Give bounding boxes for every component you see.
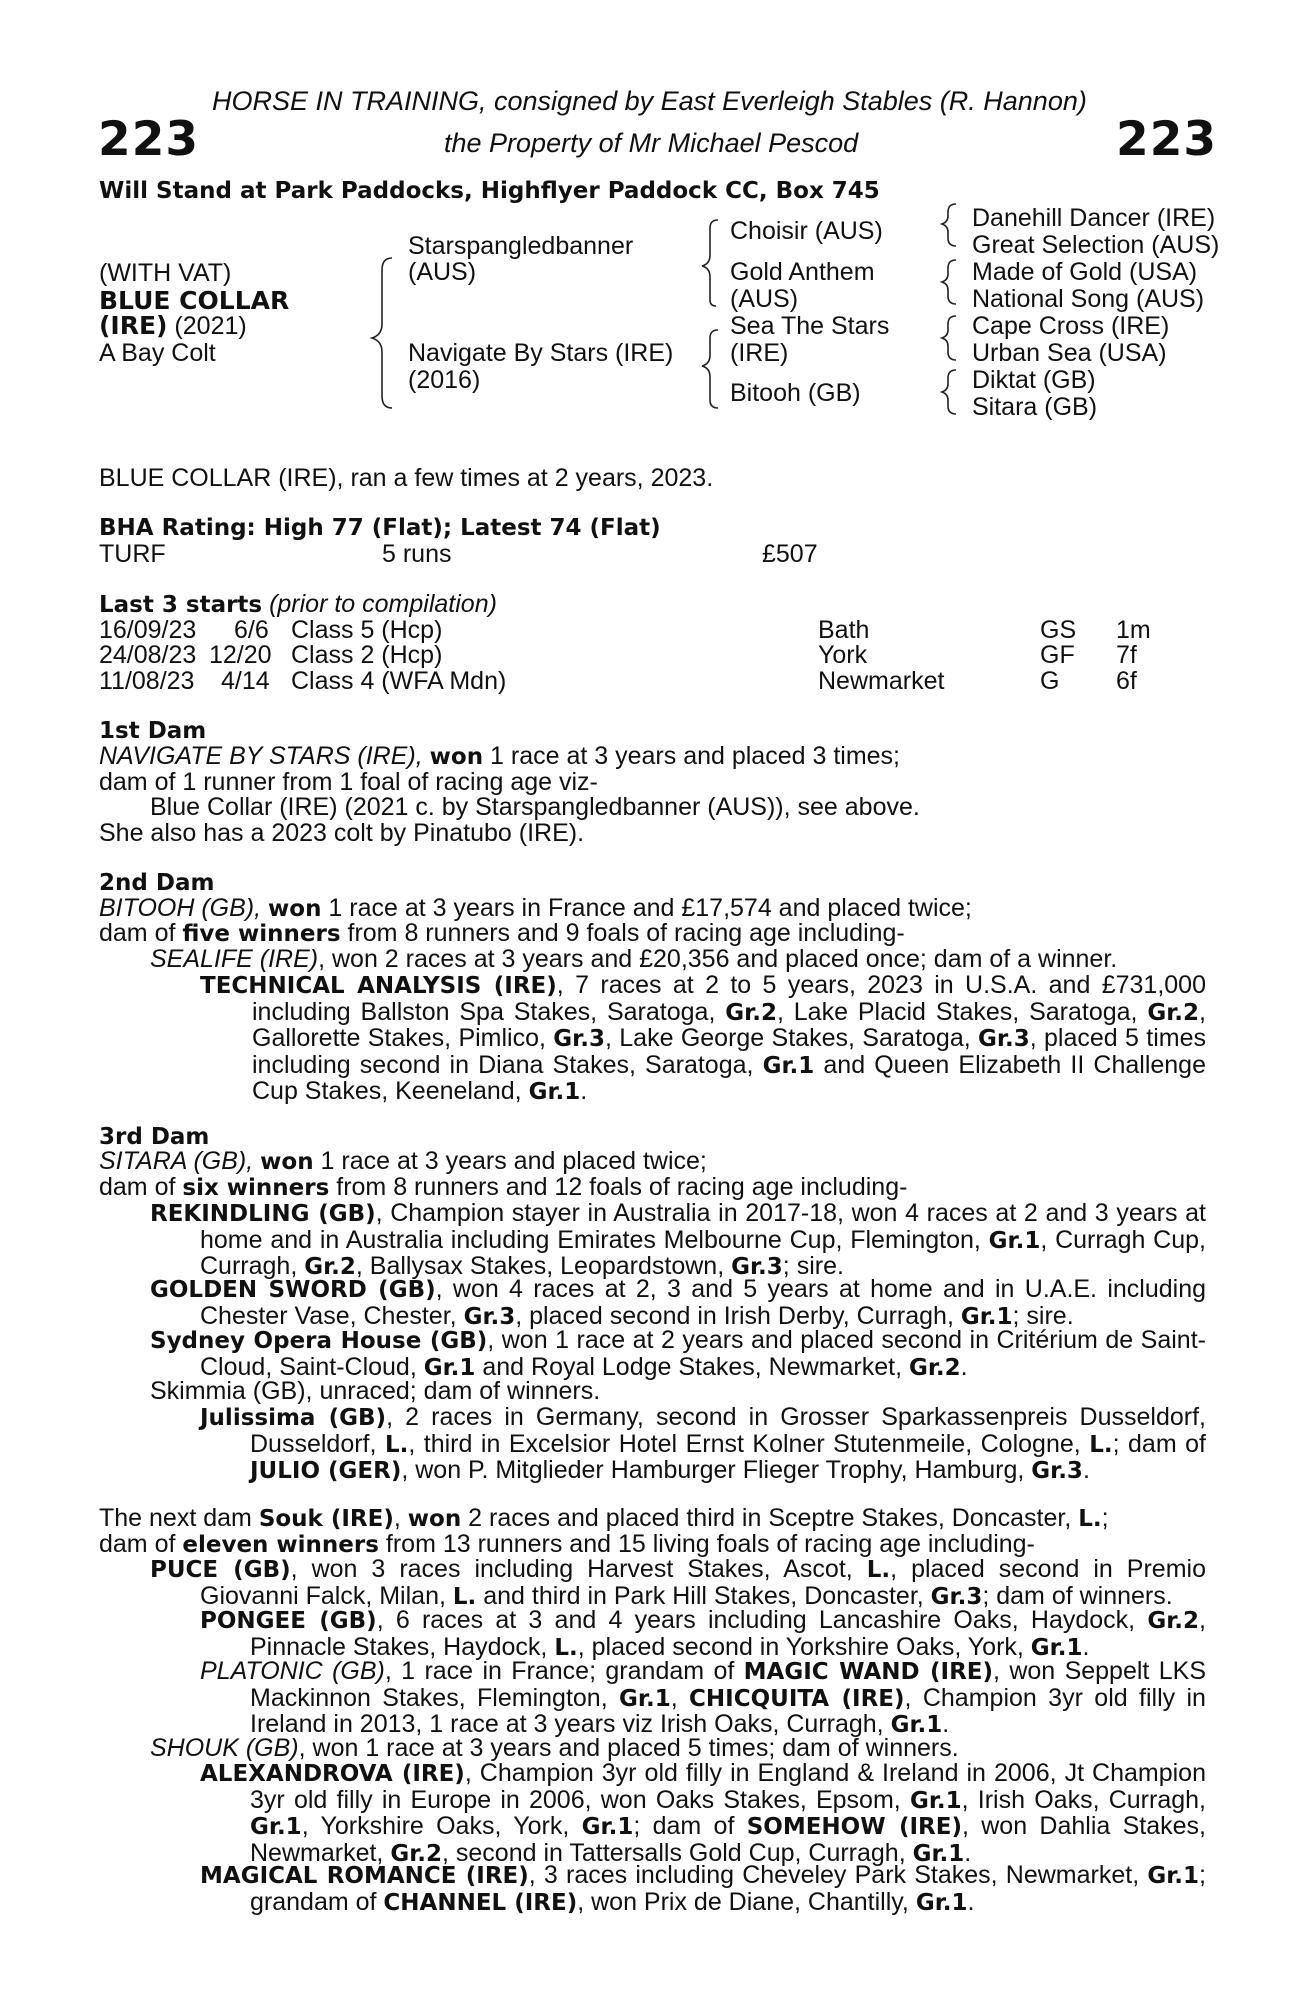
dam-dam: Bitooh (GB) xyxy=(730,379,861,407)
sealife-entry: SEALIFE (IRE), won 2 races at 3 years and £20,356 and placed once; dam of a winner. xyxy=(150,945,1118,973)
start-going: GS xyxy=(1040,616,1077,644)
lot-number-left: 223 xyxy=(98,112,200,167)
sire-name: Starspangledbanner xyxy=(408,232,634,260)
dam-year: (2016) xyxy=(408,366,481,394)
skimmia-entry: Skimmia (GB), unraced; dam of winners. xyxy=(150,1377,601,1405)
stand-location: Will Stand at Park Paddocks, Highflyer Paddock CC, Box 745 xyxy=(99,178,880,204)
owner-line: the Property of Mr Michael Pescod xyxy=(444,128,859,158)
lot-number-right: 223 xyxy=(1116,112,1218,167)
first-dam-line: NAVIGATE BY STARS (IRE), won 1 race at 3 years and placed 3 times; xyxy=(99,742,900,770)
start-going: GF xyxy=(1040,641,1075,669)
sydney-opera-house-entry: Sydney Opera House (GB), won 1 race at 2 years and placed second in Critérium de Saint-Cloud, Saint-Cloud, Gr.1 and Royal Lodge Stakes, Newmarket, Gr.2. xyxy=(150,1326,1206,1381)
rekindling-entry: REKINDLING (GB), Champion stayer in Australia in 2017-18, won 4 races at 2 and 3 years at home and in Australia including Emirates Melbourne Cup, Flemington, Gr.1, Curragh Cup, Curragh, Gr.2, Ballysax Stakes, Leopardstown, Gr.3; sire. xyxy=(150,1199,1206,1280)
start-distance: 1m xyxy=(1116,616,1151,644)
bha-rating: BHA Rating: High 77 (Flat); Latest 74 (Flat) xyxy=(99,515,661,541)
first-dam-foal: Blue Collar (IRE) (2021 c. by Starspangledbanner (AUS)), see above. xyxy=(150,793,920,821)
last-starts-heading: Last 3 starts (prior to compilation) xyxy=(99,590,497,618)
dds: Diktat (GB) xyxy=(972,366,1096,394)
technical-analysis-entry: TECHNICAL ANALYSIS (IRE), 7 races at 2 to 5 years, 2023 in U.S.A. and £731,000 including Ballston Spa Stakes, Saratoga, Gr.2, Lake Placid Stakes, Saratoga, Gr.2, Gallorette Stakes, Pimlico, Gr.3, Lake George Stakes, Saratoga, Gr.3, placed 5 times including second in Diana Stakes, Saratoga, Gr.1 and Queen Elizabeth II Challenge Cup Stakes, Keeneland, Gr.1. xyxy=(200,971,1206,1105)
consignment-line: HORSE IN TRAINING, consigned by East Everleigh Stables (R. Hannon) xyxy=(212,86,1087,116)
alexandrova-entry: ALEXANDROVA (IRE), Champion 3yr old filly in England & Ireland in 2006, Jt Champion 3yr old filly in Europe in 2006, won Oaks Stakes, Epsom, Gr.1, Irish Oaks, Curragh, Gr.1, Yorkshire Oaks, York, Gr.1; dam of SOMEHOW (IRE), won Dahlia Stakes, Newmarket, Gr.2, second in Tattersalls Gold Cup, Curragh, Gr.1. xyxy=(200,1759,1206,1867)
second-dam-produce: dam of five winners from 8 runners and 9 foals of racing age including- xyxy=(99,919,905,947)
start-race: Class 4 (WFA Mdn) xyxy=(291,667,507,695)
sire-dam-name: Gold Anthem xyxy=(730,258,875,286)
start-position: 12/20 xyxy=(209,641,272,669)
ssd: Great Selection (AUS) xyxy=(972,231,1220,259)
next-dam-line: The next dam Souk (IRE), won 2 races and placed third in Sceptre Stakes, Doncaster, L.; xyxy=(99,1504,1109,1532)
second-dam-heading: 2nd Dam xyxy=(99,870,215,896)
start-course: Newmarket xyxy=(818,667,945,695)
puce-entry: PUCE (GB), won 3 races including Harvest Stakes, Ascot, L., placed second in Premio Giovanni Falck, Milan, L. and third in Park Hill Stakes, Doncaster, Gr.3; dam of winners. xyxy=(150,1555,1206,1610)
start-course: York xyxy=(818,641,868,669)
sds: Made of Gold (USA) xyxy=(972,258,1198,286)
magical-romance-entry: MAGICAL ROMANCE (IRE), 3 races including Cheveley Park Stakes, Newmarket, Gr.1; grandam of CHANNEL (IRE), won Prix de Diane, Chantilly, Gr.1. xyxy=(200,1861,1206,1916)
vat-note: (WITH VAT) xyxy=(99,259,232,287)
sire-sire: Choisir (AUS) xyxy=(730,217,883,245)
pongee-entry: PONGEE (GB), 6 races at 3 and 4 years including Lancashire Oaks, Haydock, Gr.2, Pinnacle Stakes, Haydock, L., placed second in Yorkshire Oaks, York, Gr.1. xyxy=(200,1606,1206,1661)
ddd: Sitara (GB) xyxy=(972,393,1098,421)
start-position: 4/14 xyxy=(221,667,270,695)
start-distance: 7f xyxy=(1116,641,1137,669)
julissima-entry: Julissima (GB), 2 races in Germany, second in Grosser Sparkassenpreis Dusseldorf, Dusseldorf, L., third in Excelsior Hotel Ernst Kolner Stutenmeile, Cologne, L.; dam of JULIO (GER), won P. Mitglieder Hamburger Flieger Trophy, Hamburg, Gr.3. xyxy=(200,1403,1206,1484)
start-date: 11/08/23 xyxy=(99,667,195,695)
rating-earnings: £507 xyxy=(762,540,818,568)
horse-description: A Bay Colt xyxy=(99,339,216,367)
sdd: National Song (AUS) xyxy=(972,285,1205,313)
sire-dam-country: (AUS) xyxy=(730,285,799,313)
dsd: Urban Sea (USA) xyxy=(972,339,1167,367)
start-race: Class 2 (Hcp) xyxy=(291,641,443,669)
dss: Cape Cross (IRE) xyxy=(972,312,1170,340)
first-dam-heading: 1st Dam xyxy=(99,718,207,744)
horse-name: BLUE COLLAR xyxy=(99,286,290,315)
start-distance: 6f xyxy=(1116,667,1137,695)
first-dam-produce: dam of 1 runner from 1 foal of racing age viz- xyxy=(99,768,598,796)
dam-sire-country: (IRE) xyxy=(730,339,789,367)
rating-runs: 5 runs xyxy=(382,540,452,568)
dam-name: Navigate By Stars (IRE) xyxy=(408,339,674,367)
rating-surface: TURF xyxy=(99,540,166,568)
platonic-entry: PLATONIC (GB), 1 race in France; grandam of MAGIC WAND (IRE), won Seppelt LKS Mackinnon Stakes, Flemington, Gr.1, CHICQUITA (IRE), Champion 3yr old filly in Ireland in 2013, 1 race at 3 years viz Irish Oaks, Curragh, Gr.1. xyxy=(200,1657,1206,1738)
sss: Danehill Dancer (IRE) xyxy=(972,204,1216,232)
start-date: 16/09/23 xyxy=(99,616,197,644)
horse-country-year: (IRE) (2021) xyxy=(99,311,247,340)
dam-sire-name: Sea The Stars xyxy=(730,312,890,340)
third-dam-line: SITARA (GB), won 1 race at 3 years and placed twice; xyxy=(99,1147,707,1175)
next-dam-produce: dam of eleven winners from 13 runners and 15 living foals of racing age including- xyxy=(99,1530,1035,1558)
golden-sword-entry: GOLDEN SWORD (GB), won 4 races at 2, 3 and 5 years at home and in U.A.E. including Chester Vase, Chester, Gr.3, placed second in Irish Derby, Curragh, Gr.1; sire. xyxy=(150,1275,1207,1330)
start-course: Bath xyxy=(818,616,870,644)
first-dam-note: She also has a 2023 colt by Pinatubo (IRE). xyxy=(99,819,585,847)
start-going: G xyxy=(1040,667,1060,695)
start-race: Class 5 (Hcp) xyxy=(291,616,443,644)
third-dam-produce: dam of six winners from 8 runners and 12 foals of racing age including- xyxy=(99,1173,908,1201)
third-dam-heading: 3rd Dam xyxy=(99,1124,210,1150)
race-summary: BLUE COLLAR (IRE), ran a few times at 2 years, 2023. xyxy=(99,464,714,492)
start-position: 6/6 xyxy=(234,616,269,644)
second-dam-line: BITOOH (GB), won 1 race at 3 years in France and £17,574 and placed twice; xyxy=(99,894,972,922)
shouk-entry: SHOUK (GB), won 1 race at 3 years and placed 5 times; dam of winners. xyxy=(150,1734,959,1762)
start-date: 24/08/23 xyxy=(99,641,197,669)
sire-country: (AUS) xyxy=(408,258,477,286)
